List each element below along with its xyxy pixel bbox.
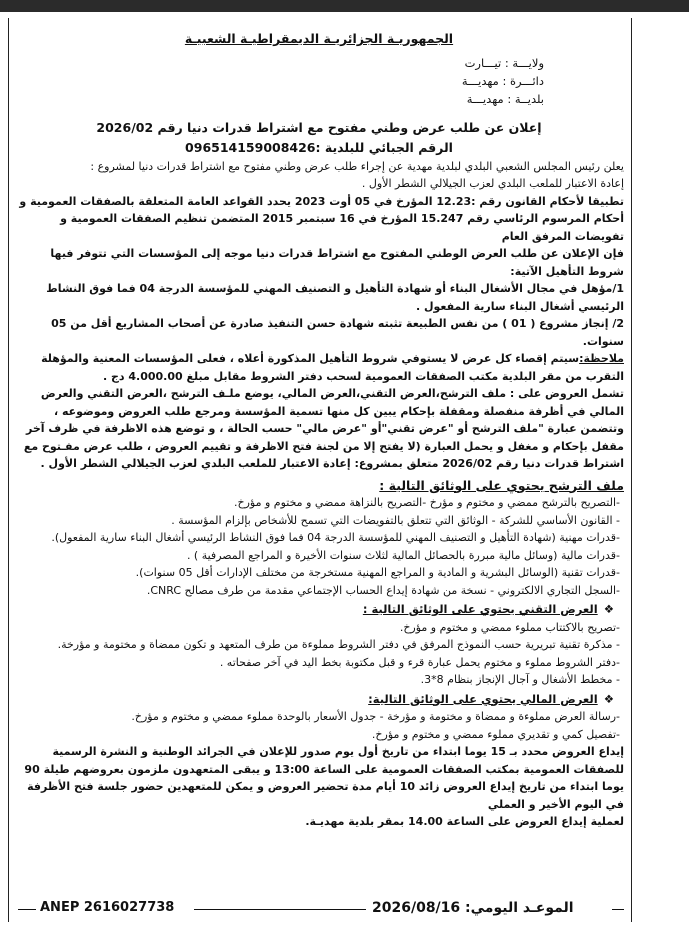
list-item: - مذكرة تقنية تبريرية حسب النموذج المرفق في دفتر الشروط مملوءة من طرف المتعهد و تكون ممضاة و مختومة و مؤرخة. bbox=[57, 638, 620, 651]
list-item: -السجل التجاري الالكتروني - نسخة من شهادة إيداع الحساب الإجتماعي مقدمة من طرف مصالح CNRC. bbox=[146, 583, 620, 597]
publication-date: الموعـد اليومي: 2026/08/16 bbox=[372, 900, 574, 916]
note-label: ملاحظة: bbox=[579, 352, 624, 365]
list-item: - القانون الأساسي للشركة - الوثائق التي تتعلق بالتفويضات التي تسمح للأشخاص بإلزام المؤسسة . bbox=[171, 513, 620, 527]
list-item: -تفصيل كمي و تقديري مملوء ممضي و مختوم و مؤرخ. bbox=[371, 727, 620, 741]
diamond-bullet-icon: ❖ bbox=[603, 602, 614, 616]
footer bbox=[14, 898, 624, 922]
republic-title: الجمهوريـة الجزائريـة الديمقراطيـة الشعبيـة bbox=[184, 31, 454, 46]
anep-number: ANEP 2616027738 bbox=[40, 900, 175, 915]
tax-id: الرقم الجبائي للبلدية :096514159008426 bbox=[185, 139, 453, 155]
financial-heading: ❖العرض المالي يحتوي على الوثائق التالية: bbox=[14, 691, 614, 709]
footer-rule bbox=[612, 909, 624, 910]
note-paragraph bbox=[14, 350, 624, 385]
intro-paragraph: يعلن رئيس المجلس الشعبي البلدي لبلدية مهدية عن إجراء طلب عرض وطني مفتوح مع اشتراط قدرات دنيا لمشروع : bbox=[90, 159, 624, 173]
list-item: -رسالة العرض مملوءة و ممضاة و مختومة و مؤرخة - جدول الأسعار بالوحدة مملوء ممضي و مختوم و مؤرخ. bbox=[131, 710, 620, 723]
law-paragraph: تطبيقا لأحكام القانون رقم :12.23 المؤرخ في 05 أوت 2023 يحدد القواعد العامة المتعلقة بالصفقات العمومية و أحكام المرسوم الرئاسي رقم 15.247 المؤرخ في 16 سبتمبر 2015 المتضمن تنظيم الصفقات العمومية و تفويضات المرفق العام bbox=[19, 194, 624, 243]
list-item: -قدرات مهنية (شهادة التأهيل و التصنيف المهني للمؤسسة الدرجة 04 فما فوق النشاط الرئيسي أشغال البناء سارية المفعول). bbox=[51, 531, 620, 544]
candidacy-list bbox=[14, 494, 624, 599]
wilaya-line: ولايـــة : تيـــارت bbox=[464, 55, 544, 70]
list-item: -تصريح بالاكتتاب مملوء ممضي و مختوم و مؤرخ. bbox=[399, 620, 620, 634]
baladia-line: بلديــة : مهديـــة bbox=[466, 91, 544, 106]
condition-1: 1/مؤهل في مجال الأشغال البناء أو شهادة التأهيل و التصنيف المهني للمؤسسة الدرجة 04 فما فوق النشاط الرئيسي أشغال البناء سارية المفعول . bbox=[46, 282, 624, 313]
note-text: سيتم إقصاء كل عرض لا يستوفي شروط التأهيل المذكورة أعلاه ، فعلى المؤسسات المعنية والمؤهلة التقرب من مقر البلدية مكتب الصفقات العمومية لسحب دفتر الشروط مقابل مبلغ 4.000.00 دج . bbox=[41, 352, 624, 383]
deadline-paragraph: إيداع العروض محدد بـ 15 يوما ابتداء من تاريخ أول يوم صدور للإعلان في الجرائد الوطنية و النشرة الرسمية للصفقات العمومية بمكتب الصفقات العمومية على الساعة 13:00 و يبقى المتعهدون ملزمون بعروضهم طيلة 90 يوما ابتداء من تاريخ إيداع العروض زائد 10 أيام مدة تحضير العروض و يمكن للمتعهدين حضور جلسة فتح الأظرفة في اليوم الأخير و العملي bbox=[24, 745, 624, 811]
technical-list bbox=[14, 619, 624, 689]
eligibility-paragraph: فإن الإعلان عن طلب العرض الوطني المفتوح مع اشتراط قدرات دنيا موجه إلى المؤسسات التي تتوفر فيها شروط التأهيل الآتية: bbox=[50, 247, 624, 278]
daira-line: دائـــرة : مهديـــة bbox=[461, 73, 544, 88]
financial-list bbox=[14, 708, 624, 743]
announcement-title: إعلان عن طلب عرض وطني مفتوح مع اشتراط قدرات دنيا رقم 2026/02 bbox=[96, 119, 542, 135]
list-item: -دفتر الشروط مملوء و مختوم يحمل عبارة قرء و قبل مكتوبة بخط اليد في آخر صفحاته . bbox=[219, 655, 620, 669]
deadline-final-line: لعملية إيداع العروض على الساعة 14.00 بمقر بلدية مهديـة. bbox=[305, 815, 624, 828]
list-item: -التصريح بالترشح ممضي و مختوم و مؤرخ -التصريح بالنزاهة ممضي و مختوم و مؤرخ. bbox=[233, 496, 620, 509]
footer-rule bbox=[194, 909, 366, 910]
administration-block bbox=[14, 54, 544, 108]
candidacy-heading: ملف الترشح يحتوي على الوثائق التالية : bbox=[379, 477, 624, 493]
list-item: -قدرات مالية (وسائل مالية مبررة بالحصائل المالية لثلاث سنوات الأخيرة و المراجع المصرفية ) . bbox=[186, 548, 620, 562]
diamond-bullet-icon: ❖ bbox=[603, 691, 614, 706]
footer-rule bbox=[18, 909, 36, 910]
project-name: إعادة الاعتبار للملعب البلدي لعزب الجيلالي الشطر الأول . bbox=[361, 177, 624, 190]
list-item: -قدرات تقنية (الوسائل البشرية و المادية و المراجع المهنية مستخرجة من مختلف الإدارات أقل 05 سنوات). bbox=[135, 566, 620, 579]
top-bar bbox=[0, 0, 689, 12]
technical-heading: ❖العرض التقني يحتوي على الوثائق التالية : bbox=[14, 601, 614, 619]
offers-paragraph: تشمل العروض على : ملف الترشح،العرض التقني،العرض المالي، يوضع ملـف الترشح ،العرض التقني والعرض المالي في أظرفة منفصلة ومقفلة بإحكام يبين كل منها تسمية المؤسسة ومرجع طلب العروض وموضوعه ، وتتضمن عبارة "ملف الترشح أو "عرض تقني"أو "عرض مالي" حسب الحالة ، و توضع هذه الاظرفة في ظرف آخر مقفل بإحكام و مغفل و يحمل العبارة (لا يفتح إلا من لجنة فتح الاظرفة و تقييم العروض ، طلب عرض مفـتوح مع اشتراط قدرات دنيا رقم 2026/02 متعلق بمشروع: إعادة الاعتبار للملعب البلدي لعزب الجيلالي الشطر الأول . bbox=[23, 387, 624, 470]
list-item: - مخطط الأشغال و آجال الإنجاز بنظام 8*3. bbox=[420, 673, 620, 686]
condition-2: 2/ إنجاز مشروع ( 01 ) من نفس الطبيعة تثبته شهادة حسن التنفيذ صادرة عن أصحاب المشاريع أقل من 05 سنوات. bbox=[51, 317, 624, 348]
announcement-page bbox=[14, 22, 624, 888]
